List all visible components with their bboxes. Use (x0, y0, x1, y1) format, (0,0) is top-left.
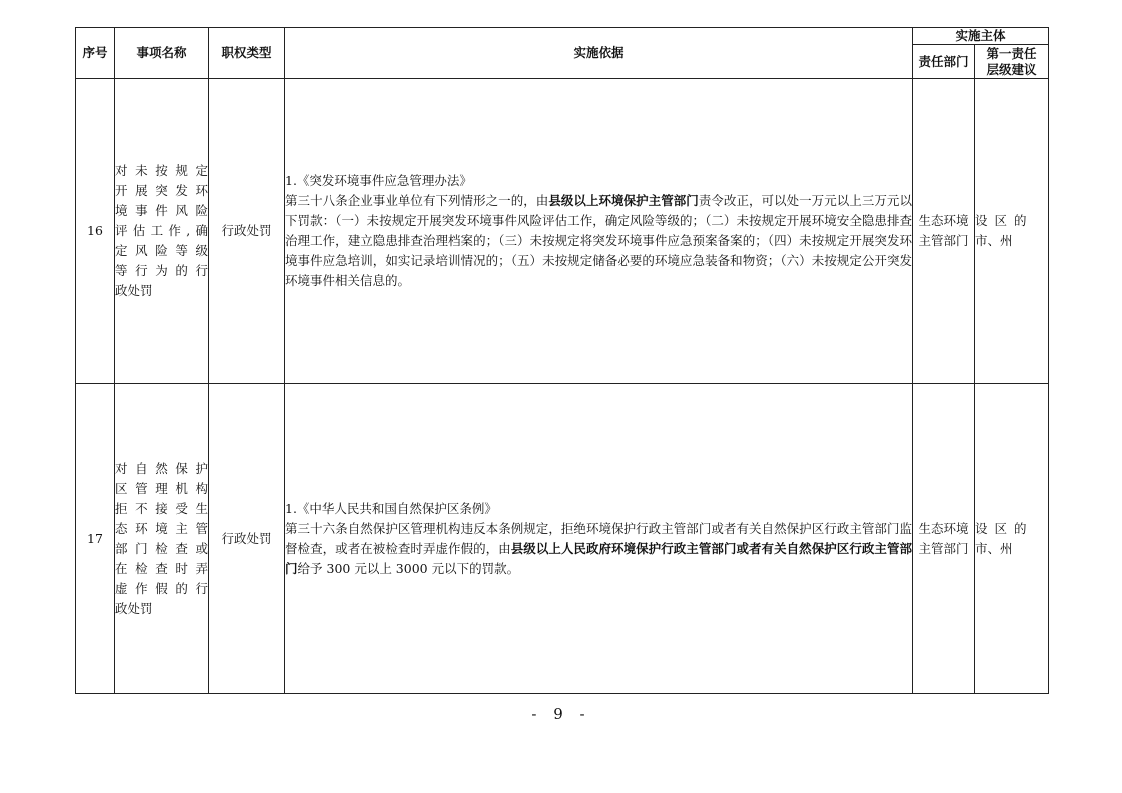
authority-table (75, 27, 1049, 694)
row-name-line: 政处罚 (115, 283, 153, 298)
row-no: 17 (76, 384, 115, 694)
row-law-text: 第三十六条自然保护区管理机构违反本条例规定，拒绝环境保护行政主管部门或者有关自然保护区行政主管部门监督检查，或者在被检查时弄虚作假的，由县级以上人民政府环境保护行政主管部门或者有关自然保护区行政主管部门给予 300 元以上 3000 元以下的罚款。 (285, 520, 912, 576)
row-name-line: 境事件风险 (115, 203, 208, 218)
row-dept: 生态环境 主管部门 (913, 384, 975, 694)
row-name-line: 定风险等级 (115, 243, 208, 258)
row-basis (285, 384, 913, 694)
header-subject: 实施主体 (913, 28, 1049, 45)
header-level-line-1: 第一责任 (986, 45, 1037, 61)
row-law-authority: 县级以上人民政府环境保护行政主管部门或者有关自然保护区行政主管部门 (285, 540, 912, 576)
row-name-line: 等行为的行 (115, 263, 208, 278)
row-name-line: 虚作假的行 (115, 580, 208, 596)
row-dept: 生态环境 主管部门 (913, 79, 975, 384)
row-name-line: 开展突发环 (115, 183, 208, 198)
row-level: 设区的 市、州 (975, 79, 1049, 384)
row-name (115, 79, 209, 384)
header-no: 序号 (76, 28, 115, 79)
row-name-line: 对未按规定 (115, 163, 208, 178)
row-name-line: 对自然保护 (115, 460, 208, 476)
row-type: 行政处罚 (209, 79, 285, 384)
row-name (115, 384, 209, 694)
row-law-text: 第三十八条企业事业单位有下列情形之一的，由县级以上环境保护主管部门责令改正，可以处一万元以上三万元以下罚款：（一）未按规定开展突发环境事件风险评估工作，确定风险等级的；（二）未按规定开展环境安全隐患排查治理工作，建立隐患排查治理档案的；（三）未按规定将突发环境事件应急预案备案的；（四）未按规定开展突发环境事件应急培训，如实记录培训情况的；（五）未按规定储备必要的环境应急装备和物资；（六）未按规定公开突发环境事件相关信息的。 (285, 193, 912, 288)
header-name: 事项名称 (115, 28, 209, 79)
row-name-line: 态环境主管 (115, 520, 208, 536)
table-row (76, 384, 1049, 694)
header-type: 职权类型 (209, 28, 285, 79)
header-basis: 实施依据 (285, 28, 913, 79)
row-no: 16 (76, 79, 115, 384)
row-law-title: 1.《中华人民共和国自然保护区条例》 (285, 500, 497, 516)
header-level-line-2: 层级建议 (986, 61, 1037, 77)
row-name-line: 拒不接受生 (115, 500, 208, 516)
row-name-line: 在检查时弄 (115, 560, 208, 576)
header-dept: 责任部门 (913, 45, 975, 79)
table-row (76, 79, 1049, 384)
row-level: 设区的 市、州 (975, 384, 1049, 694)
row-law-authority: 县级以上环境保护主管部门 (548, 193, 699, 208)
header-level (975, 45, 1049, 79)
row-basis (285, 79, 913, 384)
row-type: 行政处罚 (209, 384, 285, 694)
row-law-title: 1.《突发环境事件应急管理办法》 (285, 173, 472, 188)
row-name-line: 区管理机构 (115, 480, 208, 496)
row-name-line: 政处罚 (115, 600, 153, 616)
row-name-line: 评估工作,确 (115, 223, 208, 238)
row-name-line: 部门检查或 (115, 540, 208, 556)
page-number: - 9 - (531, 705, 591, 723)
